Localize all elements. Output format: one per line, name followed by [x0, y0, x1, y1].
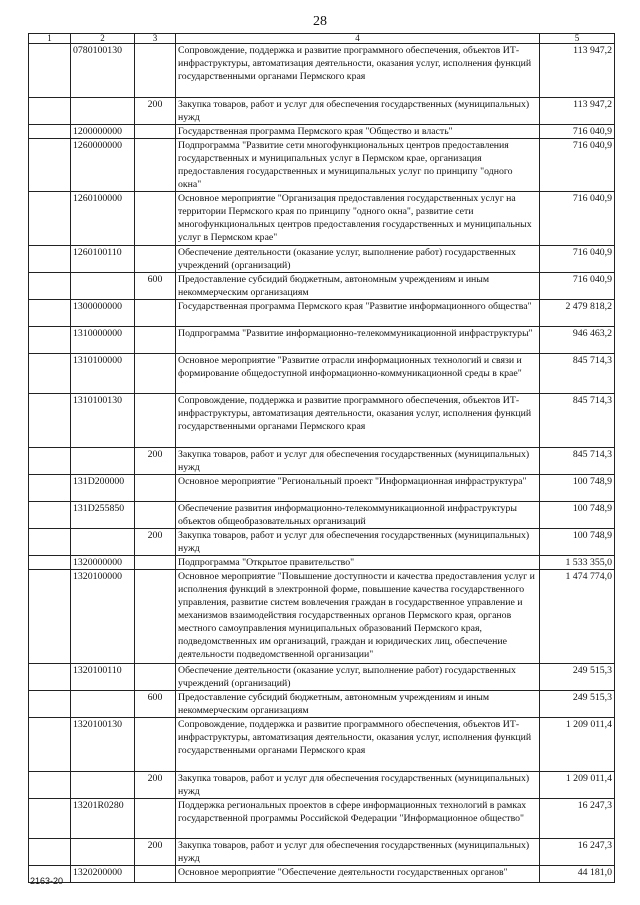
col1-cell	[29, 192, 71, 246]
vr-cell: 200	[135, 839, 176, 866]
table-row	[29, 529, 615, 556]
name-cell: Закупка товаров, работ и услуг для обеспечения государственных (муниципальных) нужд	[176, 772, 540, 799]
amount-cell: 100 748,9	[540, 475, 615, 502]
code-cell: 1320000000	[71, 556, 135, 570]
code-cell: 1320100000	[71, 570, 135, 664]
name-cell: Сопровождение, поддержка и развитие программного обеспечения, объектов ИТ-инфраструктуры, автоматизация деятельности, оказания услуг, исполнения функций государственными органами Пермского края	[176, 44, 540, 98]
vr-cell	[135, 664, 176, 691]
budget-table	[28, 33, 615, 883]
amount-cell: 716 040,9	[540, 139, 615, 192]
col1-cell	[29, 664, 71, 691]
table-row	[29, 502, 615, 529]
code-cell: 1310100000	[71, 354, 135, 394]
vr-cell: 200	[135, 98, 176, 125]
amount-cell: 716 040,9	[540, 125, 615, 139]
name-cell: Обеспечение деятельности (оказание услуг, выполнение работ) государственных учреждений (организаций)	[176, 246, 540, 273]
header-cell-4: 4	[176, 34, 540, 44]
table-row	[29, 718, 615, 772]
amount-cell: 1 533 355,0	[540, 556, 615, 570]
col1-cell	[29, 394, 71, 448]
name-cell: Закупка товаров, работ и услуг для обеспечения государственных (муниципальных) нужд	[176, 98, 540, 125]
vr-cell: 200	[135, 772, 176, 799]
table-row	[29, 139, 615, 192]
code-cell: 1320100110	[71, 664, 135, 691]
amount-cell: 16 247,3	[540, 839, 615, 866]
col1-cell	[29, 718, 71, 772]
vr-cell	[135, 125, 176, 139]
page-number: 28	[313, 14, 327, 29]
table-row	[29, 125, 615, 139]
code-cell	[71, 839, 135, 866]
amount-cell: 1 474 774,0	[540, 570, 615, 664]
col1-cell	[29, 125, 71, 139]
col1-cell	[29, 839, 71, 866]
table-row	[29, 475, 615, 502]
code-cell	[71, 448, 135, 475]
col1-cell	[29, 448, 71, 475]
code-cell	[71, 529, 135, 556]
table-row	[29, 772, 615, 799]
name-cell: Закупка товаров, работ и услуг для обеспечения государственных (муниципальных) нужд	[176, 448, 540, 475]
name-cell: Предоставление субсидий бюджетным, автономным учреждениям и иным некоммерческим организациям	[176, 273, 540, 300]
col1-cell	[29, 556, 71, 570]
name-cell: Основное мероприятие "Повышение доступности и качества предоставления услуг и исполнения функций в электронной форме, повышение качества государственного управления, развитие систем вовлечения граждан в государственное управление и механизмов взаимодействия государственных органов Пермского края, органов местного самоуправления муниципальных образований Пермского края, подведомственных им организаций, граждан и юридических лиц, обеспечение деятельности подведомственной организации"	[176, 570, 540, 664]
amount-cell: 16 247,3	[540, 799, 615, 839]
table-row	[29, 570, 615, 664]
col1-cell	[29, 570, 71, 664]
col1-cell	[29, 139, 71, 192]
col1-cell	[29, 529, 71, 556]
code-cell	[71, 772, 135, 799]
code-cell: 1300000000	[71, 300, 135, 327]
code-cell: 131D200000	[71, 475, 135, 502]
name-cell: Обеспечение деятельности (оказание услуг, выполнение работ) государственных учреждений (организаций)	[176, 664, 540, 691]
footer-code: 2163-20	[30, 876, 64, 886]
name-cell: Подпрограмма "Развитие сети многофункциональных центров предоставления государственных и муниципальных услуг в Пермском крае, организация предоставления государственных и муниципальных услуг по принципу "одного окна"	[176, 139, 540, 192]
name-cell: Основное мероприятие "Региональный проект "Информационная инфраструктура"	[176, 475, 540, 502]
vr-cell: 200	[135, 529, 176, 556]
header-cell-5: 5	[540, 34, 615, 44]
name-cell: Подпрограмма "Открытое правительство"	[176, 556, 540, 570]
vr-cell	[135, 300, 176, 327]
amount-cell: 716 040,9	[540, 273, 615, 300]
code-cell: 1320100130	[71, 718, 135, 772]
table-row	[29, 246, 615, 273]
col1-cell	[29, 502, 71, 529]
vr-cell	[135, 570, 176, 664]
amount-cell: 249 515,3	[540, 664, 615, 691]
table-row	[29, 691, 615, 718]
col1-cell	[29, 273, 71, 300]
vr-cell	[135, 354, 176, 394]
code-cell: 1260100110	[71, 246, 135, 273]
name-cell: Закупка товаров, работ и услуг для обеспечения государственных (муниципальных) нужд	[176, 529, 540, 556]
header-cell-2: 2	[71, 34, 135, 44]
name-cell: Основное мероприятие "Развитие отрасли информационных технологий и связи и формирование общедоступной информационно-коммуникационной среды в крае"	[176, 354, 540, 394]
code-cell	[71, 98, 135, 125]
name-cell: Сопровождение, поддержка и развитие программного обеспечения, объектов ИТ-инфраструктуры, автоматизация деятельности, оказания услуг, исполнения функций государственными органами Пермского края	[176, 718, 540, 772]
vr-cell	[135, 502, 176, 529]
amount-cell: 845 714,3	[540, 394, 615, 448]
amount-cell: 716 040,9	[540, 192, 615, 246]
amount-cell: 2 479 818,2	[540, 300, 615, 327]
header-cell-3: 3	[135, 34, 176, 44]
col1-cell	[29, 246, 71, 273]
col1-cell	[29, 300, 71, 327]
amount-cell: 113 947,2	[540, 44, 615, 98]
name-cell: Предоставление субсидий бюджетным, автономным учреждениям и иным некоммерческим организациям	[176, 691, 540, 718]
amount-cell: 100 748,9	[540, 529, 615, 556]
table-row	[29, 327, 615, 354]
amount-cell: 249 515,3	[540, 691, 615, 718]
table-row	[29, 556, 615, 570]
code-cell: 0780100130	[71, 44, 135, 98]
vr-cell: 200	[135, 448, 176, 475]
col1-cell	[29, 475, 71, 502]
table-row	[29, 300, 615, 327]
code-cell: 13201R0280	[71, 799, 135, 839]
code-cell: 1310000000	[71, 327, 135, 354]
table-row	[29, 799, 615, 839]
code-cell: 1200000000	[71, 125, 135, 139]
code-cell: 1260000000	[71, 139, 135, 192]
vr-cell	[135, 799, 176, 839]
table-row	[29, 192, 615, 246]
vr-cell: 600	[135, 273, 176, 300]
amount-cell: 845 714,3	[540, 448, 615, 475]
amount-cell: 716 040,9	[540, 246, 615, 273]
vr-cell	[135, 556, 176, 570]
vr-cell	[135, 246, 176, 273]
header-cell-1: 1	[29, 34, 71, 44]
vr-cell	[135, 475, 176, 502]
table-row	[29, 44, 615, 98]
table-row	[29, 448, 615, 475]
name-cell: Основное мероприятие "Обеспечение деятельности государственных органов"	[176, 866, 540, 883]
name-cell: Обеспечение развития информационно-телекоммуникационной инфраструктуры объектов общеобразовательных организаций	[176, 502, 540, 529]
name-cell: Подпрограмма "Развитие информационно-телекоммуникационной инфраструктуры"	[176, 327, 540, 354]
col1-cell	[29, 98, 71, 125]
amount-cell: 100 748,9	[540, 502, 615, 529]
amount-cell: 1 209 011,4	[540, 772, 615, 799]
name-cell: Государственная программа Пермского края "Развитие информационного общества"	[176, 300, 540, 327]
table-row	[29, 394, 615, 448]
table-row	[29, 98, 615, 125]
col1-cell	[29, 772, 71, 799]
header-row	[29, 34, 615, 44]
vr-cell	[135, 866, 176, 883]
col1-cell	[29, 44, 71, 98]
name-cell: Закупка товаров, работ и услуг для обеспечения государственных (муниципальных) нужд	[176, 839, 540, 866]
name-cell: Поддержка региональных проектов в сфере информационных технологий в рамках государственной программы Российской Федерации "Информационное общество"	[176, 799, 540, 839]
col1-cell	[29, 354, 71, 394]
amount-cell: 113 947,2	[540, 98, 615, 125]
table-row	[29, 354, 615, 394]
amount-cell: 1 209 011,4	[540, 718, 615, 772]
vr-cell: 600	[135, 691, 176, 718]
table-row	[29, 839, 615, 866]
amount-cell: 946 463,2	[540, 327, 615, 354]
code-cell	[71, 273, 135, 300]
vr-cell	[135, 394, 176, 448]
name-cell: Основное мероприятие "Организация предоставления государственных услуг на территории Пермского края по принципу "одного окна", развитие сети многофункциональных центров предоставления государственных и муниципальных услуг в Пермском крае"	[176, 192, 540, 246]
code-cell	[71, 691, 135, 718]
code-cell: 131D255850	[71, 502, 135, 529]
col1-cell	[29, 691, 71, 718]
vr-cell	[135, 139, 176, 192]
vr-cell	[135, 718, 176, 772]
vr-cell	[135, 192, 176, 246]
code-cell: 1320200000	[71, 866, 135, 883]
col1-cell	[29, 799, 71, 839]
table-row	[29, 664, 615, 691]
vr-cell	[135, 44, 176, 98]
amount-cell: 845 714,3	[540, 354, 615, 394]
col1-cell	[29, 327, 71, 354]
table-row	[29, 866, 615, 883]
code-cell: 1310100130	[71, 394, 135, 448]
vr-cell	[135, 327, 176, 354]
name-cell: Сопровождение, поддержка и развитие программного обеспечения, объектов ИТ-инфраструктуры, автоматизация деятельности, оказания услуг, исполнения функций государственными органами Пермского края	[176, 394, 540, 448]
table-row	[29, 273, 615, 300]
name-cell: Государственная программа Пермского края "Общество и власть"	[176, 125, 540, 139]
amount-cell: 44 181,0	[540, 866, 615, 883]
code-cell: 1260100000	[71, 192, 135, 246]
